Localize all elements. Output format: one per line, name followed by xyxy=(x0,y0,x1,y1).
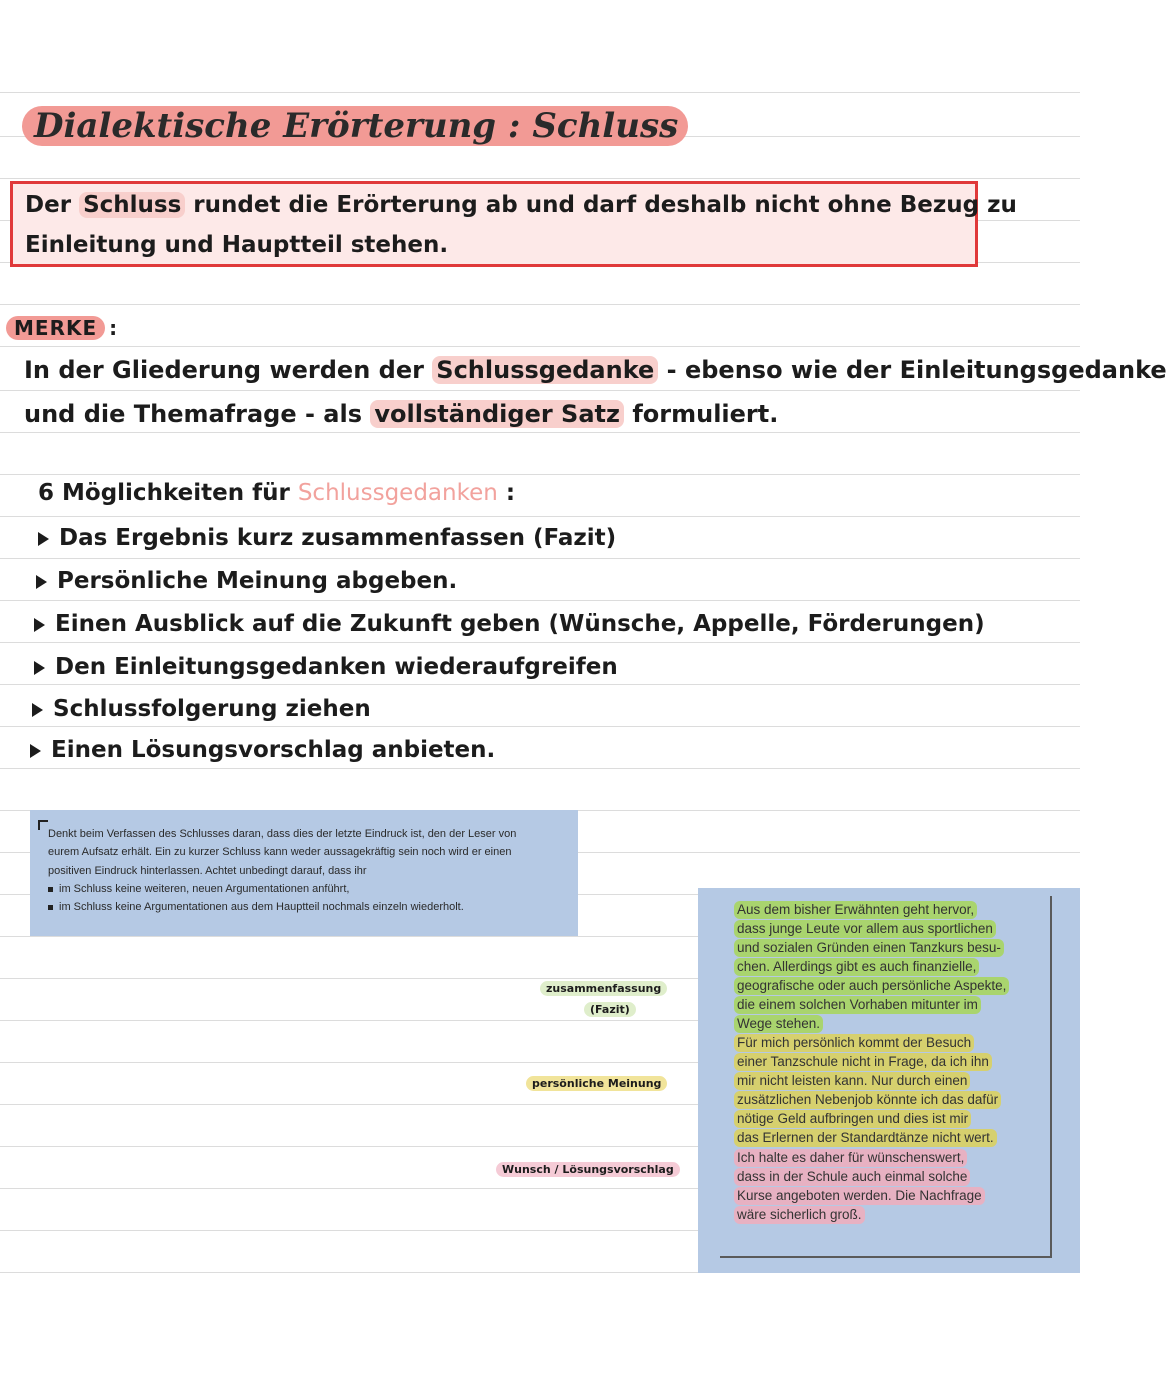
page-title xyxy=(22,104,688,150)
title-right: Schluss xyxy=(532,106,679,146)
merke-text: formuliert. xyxy=(632,400,779,428)
possibilities-heading-text: 6 Möglichkeiten für xyxy=(38,480,290,506)
list-item: Den Einleitungsgedanken wiederaufgreifen xyxy=(34,654,618,680)
intro-text: rundet die Erörterung ab und darf deshalb nicht ohne Bezug zu xyxy=(193,192,1017,218)
merke-highlight-schlussgedanke: Schlussgedanke xyxy=(432,356,658,384)
tag-summary-fazit: (Fazit) xyxy=(584,1002,636,1017)
example-line: chen. Allerdings gibt es auch finanzielle, xyxy=(734,958,979,976)
merke-label: MERKE xyxy=(6,316,105,340)
triangle-bullet-icon xyxy=(38,532,49,546)
note-bullet: im Schluss keine weiteren, neuen Argumentationen anführt, xyxy=(48,883,349,895)
example-line: die einem solchen Vorhaben mitunter im xyxy=(734,996,981,1014)
merke-highlight-satz: vollständiger Satz xyxy=(370,400,624,428)
merke-text: und die Themafrage - als xyxy=(24,400,362,428)
title-left: Dialektische Erörterung xyxy=(34,106,497,146)
note-bullet: im Schluss keine Argumentationen aus dem Hauptteil nochmals einzeln wiederholt. xyxy=(48,901,464,913)
example-line: nötige Geld aufbringen und dies ist mir xyxy=(734,1110,971,1128)
intro-box xyxy=(10,181,1017,267)
example-line: mir nicht leisten kann. Nur durch einen xyxy=(734,1072,970,1090)
example-line: dass junge Leute vor allem aus sportlichen xyxy=(734,920,996,938)
note-line: Denkt beim Verfassen des Schlusses daran, dass dies der letzte Eindruck ist, den der Leser von xyxy=(48,828,517,840)
merke-heading xyxy=(6,316,117,340)
example-line: Kurse angeboten werden. Die Nachfrage xyxy=(734,1187,985,1205)
example-line: Ich halte es daher für wünschenswert, xyxy=(734,1149,967,1167)
square-bullet-icon xyxy=(48,905,53,910)
intro-highlight-schluss: Schluss xyxy=(79,192,185,218)
triangle-bullet-icon xyxy=(34,618,45,632)
tag-summary: zusammenfassung xyxy=(540,981,667,996)
title-separator: : xyxy=(507,106,521,146)
example-line: wäre sicherlich groß. xyxy=(734,1206,865,1224)
triangle-bullet-icon xyxy=(30,744,41,758)
tag-opinion: persönliche Meinung xyxy=(526,1076,667,1091)
triangle-bullet-icon xyxy=(36,575,47,589)
textbook-note xyxy=(30,810,578,936)
example-line: einer Tanzschule nicht in Frage, da ich ihn xyxy=(734,1053,992,1071)
example-line: das Erlernen der Standardtänze nicht wert. xyxy=(734,1129,997,1147)
triangle-bullet-icon xyxy=(32,703,43,717)
example-line: Aus dem bisher Erwähnten geht hervor, xyxy=(734,901,977,919)
square-bullet-icon xyxy=(48,887,53,892)
merke-text: In der Gliederung werden der xyxy=(24,356,424,384)
example-line: und sozialen Gründen einen Tanzkurs besu- xyxy=(734,939,1004,957)
possibilities-heading xyxy=(38,480,515,506)
merke-text: - ebenso wie der Einleitungsgedanke xyxy=(666,356,1167,384)
tag-wish-solution: Wunsch / Lösungsvorschlag xyxy=(496,1162,680,1177)
merke-line-2 xyxy=(24,400,778,428)
possibilities-heading-colon: : xyxy=(505,480,516,506)
triangle-bullet-icon xyxy=(34,661,45,675)
list-item: Schlussfolgerung ziehen xyxy=(32,696,371,722)
example-text-box xyxy=(698,888,1080,1273)
note-line: positiven Eindruck hinterlassen. Achtet unbedingt darauf, dass ihr xyxy=(48,865,367,877)
list-item: Das Ergebnis kurz zusammenfassen (Fazit) xyxy=(38,525,616,551)
merke-line-1 xyxy=(24,356,1167,384)
intro-line-2: Einleitung und Hauptteil stehen. xyxy=(25,232,449,258)
example-line: dass in der Schule auch einmal solche xyxy=(734,1168,970,1186)
list-item: Persönliche Meinung abgeben. xyxy=(36,568,457,594)
intro-text: Der xyxy=(25,192,72,218)
corner-mark-icon xyxy=(38,820,48,830)
intro-line-1 xyxy=(25,192,1017,218)
example-line: zusätzlichen Nebenjob könnte ich das dafür xyxy=(734,1091,1001,1109)
example-line: Wege stehen. xyxy=(734,1015,823,1033)
example-line: geografische oder auch persönliche Aspekte, xyxy=(734,977,1009,995)
list-item: Einen Lösungsvorschlag anbieten. xyxy=(30,737,495,763)
note-line: eurem Aufsatz erhält. Ein zu kurzer Schluss kann weder aussagekräftig sein noch wird er einen xyxy=(48,846,512,858)
possibilities-heading-accent: Schlussgedanken xyxy=(297,480,498,506)
list-item: Einen Ausblick auf die Zukunft geben (Wünsche, Appelle, Förderungen) xyxy=(34,611,985,637)
example-line: Für mich persönlich kommt der Besuch xyxy=(734,1034,974,1052)
merke-colon: : xyxy=(109,316,118,340)
